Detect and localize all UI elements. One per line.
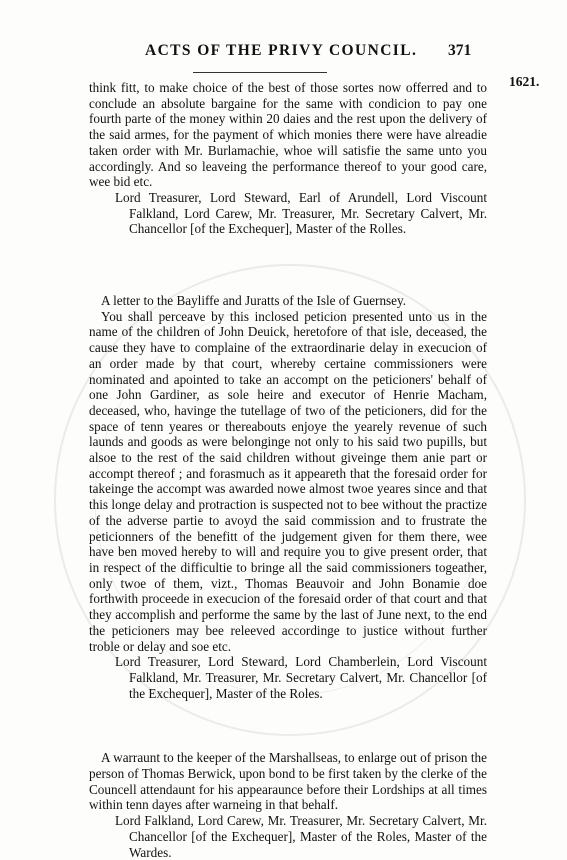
attendance-list: Lord Treasurer, Lord Steward, Earl of Arundell, Lord Viscount Falkland, Lord Carew, Mr. Treasurer, Mr. Secretary Calvert, Mr. Chancellor [of the Exchequer], Master of the Rolles. [115, 189, 487, 237]
entry-heading: A letter to the Bayliffe and Juratts of the Isle of Guernsey. [101, 293, 407, 309]
entry-guernsey-letter [89, 293, 487, 701]
entry-paragraph: A warraunt to the keeper of the Marshallseas, to enlarge out of prison the person of Thomas Berwick, upon bond to be first taken by the clerke of the Councell attendaunt for his appearaunce before their Lordships at all times within tenn dayes after warneing in that behalf. [89, 750, 487, 813]
entry-marshallseas-warrant [89, 750, 487, 860]
attendance-list: Lord Treasurer, Lord Steward, Lord Chamberlein, Lord Viscount Falkland, Mr. Treasurer, Mr. Secretary Calvert, Mr. Chancellor [of the Exchequer], Master of the Roles. [115, 654, 487, 701]
entry-paragraph: You shall perceave by this inclosed peticion presented unto us in the name of the children of John Deuick, heretofore of that isle, deceased, the cause they have to complaine of the extraordinarie delay in execucion of an order made by that court, whereby certaine commissioners were nominated and apointed to take an accompt on the peticioners' behalf of one John Gardiner, as sole heire and executor of Henrie Macham, deceased, who, havinge the tutellage of two of the peticioners, did for the space of tenn yeares or thereabouts enjoye the yearely revenue of such launds and goods as were belonginge not only to his said two pupills, but alsoe to the rest of the said children without giveinge them anie part or accompt thereof ; and forasmuch as it appeareth that the foresaid order for takeinge the accompt was awarded nowe almost twoe yeares since and that this longe delay and protraction is suspected not to bee without the practize of the adverse partie to avoyd the said commission and to frustrate the peticionners of the benefitt of the judgement given for them there, wee have ben moved hereby to will and require you to give present order, that in respect of the difficultie to bringe all the said commissioners togeather, only twoe of them, vizt., Thomas Beauvoir and John Bonamie doe forthwith proceede in execucion of the foresaid order of that court and that they accomplish and performe the same by the last of June next, to the end the peticioners may bee releeved accordinge to justice without further troble or delay and soe etc. [89, 308, 487, 654]
page-number: 371 [448, 42, 472, 59]
page-header [0, 42, 567, 66]
entry-paragraph: think fitt, to make choice of the best of those sortes now offerred and to conclude an absolute bargaine for the same with condicion to pay one fourth parte of the money within 20 daies and the rest upon the delivery of the said armes, for the payment of which monies there were have alreadie taken order with Mr. Burlamachie, whoe will satisfie the same unto you accordingly. And so leaveing the performance thereof to your good care, wee bid etc. [89, 80, 487, 190]
header-rule [193, 72, 327, 73]
year-margin-note: 1621. [509, 74, 540, 89]
entry-separator [89, 237, 487, 293]
attendance-list: Lord Falkland, Lord Carew, Mr. Treasurer, Mr. Secretary Calvert, Mr. Chancellor [of the Exchequer], Master of the Roles, Master of the Wardes. [115, 813, 487, 860]
entry-separator [89, 701, 487, 750]
page-body [89, 80, 487, 860]
entry-armes-letter [89, 80, 487, 237]
running-title: ACTS OF THE PRIVY COUNCIL. [145, 42, 418, 59]
